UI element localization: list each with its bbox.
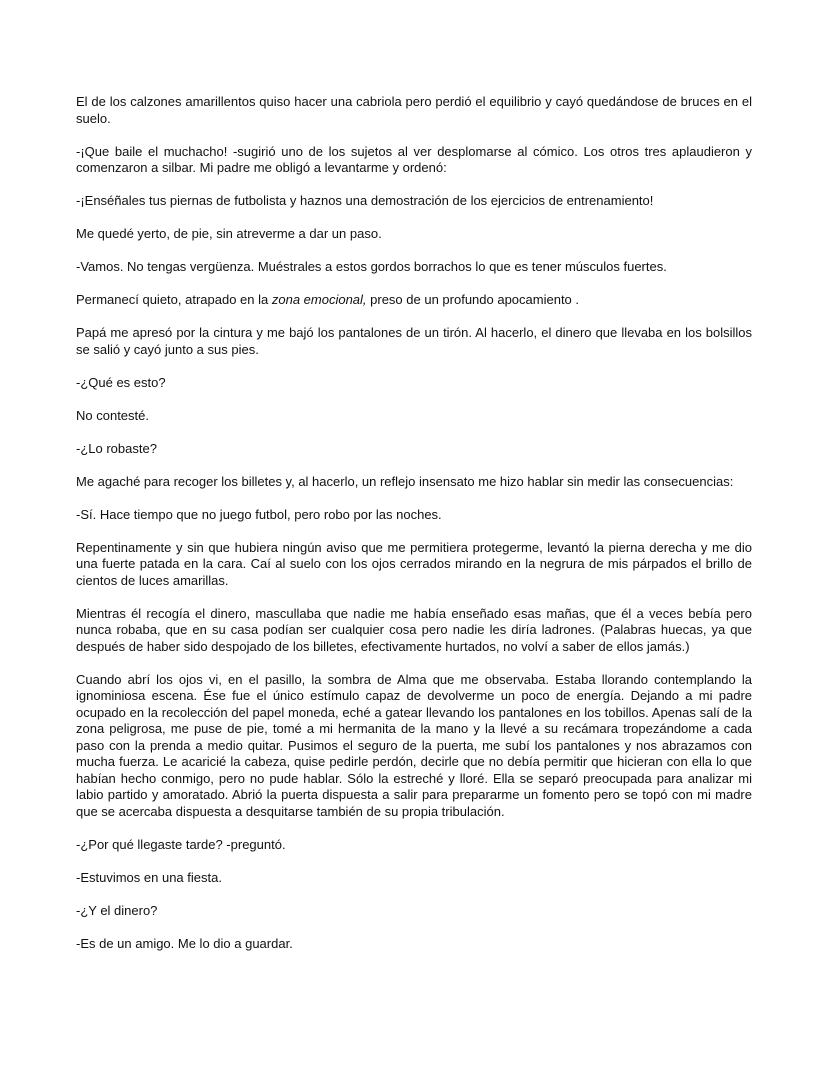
paragraph: -Es de un amigo. Me lo dio a guardar.	[76, 935, 293, 951]
paragraph: -Sí. Hace tiempo que no juego futbol, pero robo por las noches.	[76, 506, 442, 522]
paragraph: -¿Qué es esto?	[76, 374, 166, 390]
paragraph: Mientras él recogía el dinero, mascullaba que nadie me había enseñado esas mañas, que él a veces bebía pero nunca robaba, que en su casa podían ser cualquier cosa pero nadie les diría ladrones. (Palabras huecas, ya que después de haber sido despojado de los billetes, efectivamente hurtados, no volví a saber de ellos jamás.)	[76, 605, 752, 654]
paragraph: -¿Lo robaste?	[76, 440, 157, 456]
italic-phrase: zona emocional,	[271, 292, 367, 307]
paragraph-text: Permanecí quieto, atrapado en la	[76, 292, 272, 307]
document-page	[76, 94, 752, 969]
paragraph: -¡Enséñales tus piernas de futbolista y haznos una demostración de los ejercicios de entrenamiento!	[76, 193, 654, 208]
paragraph: -¿Y el dinero?	[76, 902, 158, 918]
paragraph: Cuando abrí los ojos vi, en el pasillo, la sombra de Alma que me observaba. Estaba llorando contemplando la ignominiosa escena. Ése fue el único estímulo capaz de devolverme un poco de energía. Dejando a mi padre ocupado en la recolección del papel moneda, eché a gatear llevando los pantalones en los tobillos. Apenas salí de la zona peligrosa, me puse de pie, tomé a mi hermanita de la mano y la llevé a su recámara tropezándome a cada paso con la prenda a medio quitar. Pusimos el seguro de la puerta, me subí los pantalones y nos abrazamos con mucha fuerza. Le acaricié la cabeza, quise pedirle perdón, decirle que no debía permitir que hicieran con ella lo que habían hecho conmigo, pero no pude hablar. Sólo la estreché y lloré. Ella se separó preocupada para analizar mi labio partido y amoratado. Abrió la puerta dispuesta a salir para prepararme un fomento pero se topó con mi madre que se acercaba dispuesta a desquitarse también de su propia tribulación.	[76, 671, 752, 819]
paragraph	[76, 292, 752, 309]
paragraph: -¿Por qué llegaste tarde? -preguntó.	[76, 836, 286, 852]
paragraph: Repentinamente y sin que hubiera ningún aviso que me permitiera protegerme, levantó la pierna derecha y me dio una fuerte patada en la cara. Caí al suelo con los ojos cerrados mirando en la negrura de mis párpados el brillo de cientos de luces amarillas.	[76, 539, 752, 588]
paragraph: -¡Que baile el muchacho! -sugirió uno de los sujetos al ver desplomarse al cómico. Los otros tres aplaudieron y comenzaron a silbar. Mi padre me obligó a levantarme y ordenó:	[76, 143, 752, 175]
paragraph-text: preso de un profundo apocamiento .	[366, 292, 580, 307]
paragraph: -Vamos. No tengas vergüenza. Muéstrales a estos gordos borrachos lo que es tener músculos fuertes.	[76, 259, 667, 274]
paragraph: -Estuvimos en una fiesta.	[76, 869, 222, 885]
paragraph: Me agaché para recoger los billetes y, al hacerlo, un reflejo insensato me hizo hablar sin medir las consecuencias:	[76, 473, 734, 489]
paragraph: No contesté.	[76, 407, 149, 423]
paragraph: El de los calzones amarillentos quiso hacer una cabriola pero perdió el equilibrio y cayó quedándose de bruces en el suelo.	[76, 94, 752, 126]
paragraph: Papá me apresó por la cintura y me bajó los pantalones de un tirón. Al hacerlo, el dinero que llevaba en los bolsillos se salió y cayó junto a sus pies.	[76, 325, 752, 357]
paragraph: Me quedé yerto, de pie, sin atreverme a dar un paso.	[76, 226, 382, 241]
